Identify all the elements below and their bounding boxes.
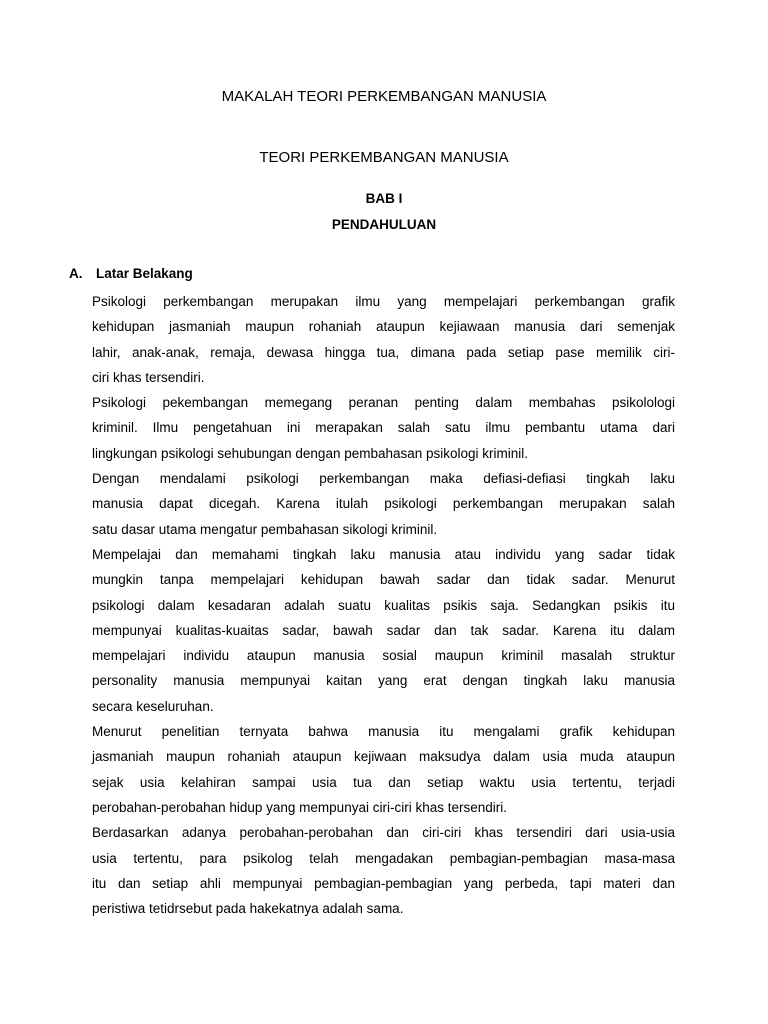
paragraph-line: kriminil. Ilmu pengetahuan ini merapakan salah satu ilmu pembantu utama dari — [92, 420, 675, 436]
paragraph-line: Psikologi perkembangan merupakan ilmu yang mempelajari perkembangan grafik — [92, 294, 675, 309]
paragraph-line: lahir, anak-anak, remaja, dewasa hingga tua, dimana pada setiap pase memilik ciri- — [92, 344, 675, 360]
document-title: MAKALAH TEORI PERKEMBANGAN MANUSIA — [221, 88, 547, 105]
paragraph — [92, 542, 675, 719]
paragraph — [92, 466, 675, 542]
paragraph-line: Psikologi pekembangan memegang peranan penting dalam membahas psikolologi — [92, 395, 675, 411]
paragraph-line: psikologi dalam kesadaran adalah suatu kualitas psikis saja. Sedangkan psikis itu — [92, 597, 675, 613]
paragraph — [92, 820, 675, 921]
chapter-title: PENDAHULUAN — [331, 217, 437, 232]
section-heading-text: Latar Belakang — [96, 266, 193, 281]
paragraph-line: mungkin tanpa mempelajari kehidupan bawah sadar dan tidak sadar. Menurut — [92, 572, 675, 588]
paragraph-line: itu dan setiap ahli mempunyai pembagian-pembagian yang perbeda, tapi materi dan — [92, 875, 675, 891]
body-text — [92, 289, 675, 921]
paragraph-line: manusia dapat dicegah. Karena itulah psikologi perkembangan merupakan salah — [92, 496, 675, 512]
paragraph-line: ciri khas tersendiri. — [92, 369, 205, 385]
paragraph-line: perobahan-perobahan hidup yang mempunyai ciri-ciri khas tersendiri. — [92, 799, 507, 815]
paragraph-line: Berdasarkan adanya perobahan-perobahan dan ciri-ciri khas tersendiri dari usia-usia — [92, 825, 675, 841]
paragraph-line: secara keseluruhan. — [92, 698, 214, 714]
paragraph — [92, 719, 675, 820]
paragraph-line: sejak usia kelahiran sampai usia tua dan setiap waktu usia tertentu, terjadi — [92, 774, 675, 790]
paragraph-line: usia tertentu, para psikolog telah mengadakan pembagian-pembagian masa-masa — [92, 850, 675, 866]
paragraph-line: peristiwa tetidrsebut pada hakekatnya adalah sama. — [92, 901, 404, 917]
paragraph — [92, 289, 675, 390]
paragraph-line: lingkungan psikologi sehubungan dengan pembahasan psikologi kriminil. — [92, 445, 529, 461]
paragraph-line: Mempelajai dan memahami tingkah laku manusia atau individu yang sadar tidak — [92, 546, 675, 562]
paragraph-line: Menurut penelitian ternyata bahwa manusia itu mengalami grafik kehidupan — [92, 724, 675, 740]
document-subtitle: TEORI PERKEMBANGAN MANUSIA — [259, 149, 509, 166]
paragraph-line: Dengan mendalami psikologi perkembangan maka defiasi-defiasi tingkah laku — [92, 471, 675, 487]
paragraph-line: mempunyai kualitas-kuaitas sadar, bawah sadar dan tak sadar. Karena itu dalam — [92, 622, 675, 638]
paragraph-line: kehidupan jasmaniah maupun rohaniah ataupun kejiawaan manusia dari semenjak — [92, 319, 675, 335]
paragraph-line: mempelajari individu ataupun manusia sosial maupun kriminil masalah struktur — [92, 648, 675, 664]
paragraph — [92, 390, 675, 466]
section-heading — [69, 266, 193, 281]
paragraph-line: satu dasar utama mengatur pembahasan sikologi kriminil. — [92, 521, 438, 537]
paragraph-line: personality manusia mempunyai kaitan yang erat dengan tingkah laku manusia — [92, 673, 675, 689]
section-marker: A. — [69, 266, 83, 281]
chapter-number: BAB I — [365, 191, 403, 206]
paragraph-line: jasmaniah maupun rohaniah ataupun kejiwaan maksudya dalam usia muda ataupun — [92, 749, 675, 765]
